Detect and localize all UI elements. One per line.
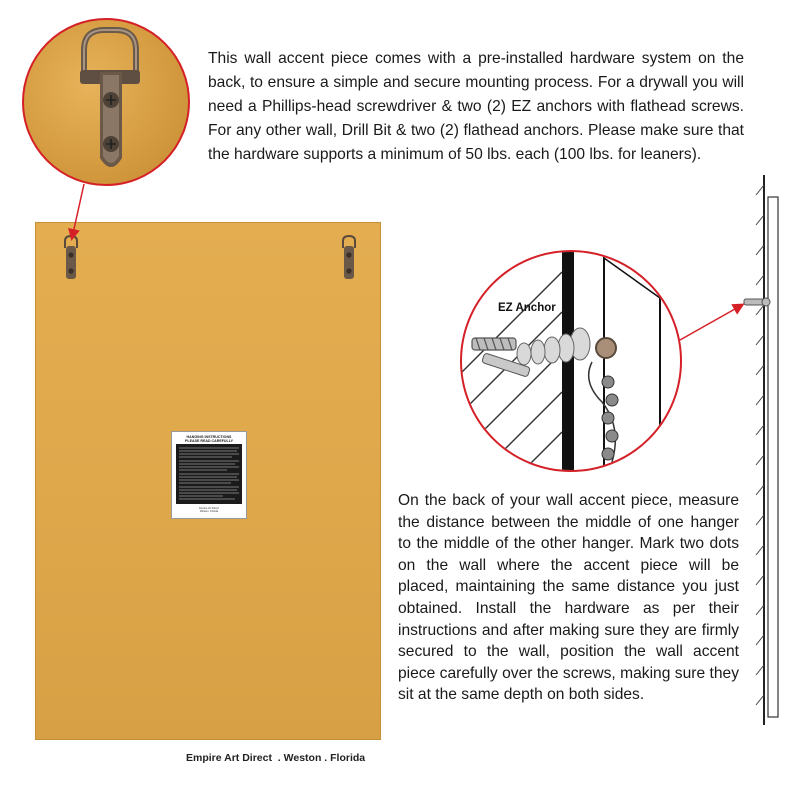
mounting-intro-text: This wall accent piece comes with a pre-installed hardware system on the back, to ensure a simple and secure mounting process. For a drywall you will need a Phillips-head screwdriver & two (2) EZ anchors with flathead screws. For any other wall, Drill Bit & two (2) flathead anchors. Please make sure that the hardware supports a minimum of 50 lbs. each (100 lbs. for leaners).	[208, 50, 744, 163]
mounting-steps-text: On the back of your wall accent piece, measure the distance between the middle of one hanger to the middle of the other hanger. Mark two dots on the wall where the accent piece will be placed, maintaining the same distance you just obtained. Install the hardware as per their instructions and after making sure they are firmly secured to the wall, position the wall accent piece carefully over the screws, making sure they sit at the same depth on both sides.	[398, 492, 739, 704]
ez-anchor-label: EZ Anchor	[498, 302, 556, 314]
label-heading-1: HANGING INSTRUCTIONS	[186, 435, 232, 439]
arrow-to-wall-screw	[680, 305, 742, 340]
arrow-to-left-hanger	[72, 184, 84, 238]
label-footer-location: Weston, Florida	[199, 510, 219, 513]
label-footer-company: Empire Art Direct	[199, 507, 219, 510]
label-heading-2: PLEASE READ CAREFULLY	[185, 439, 233, 443]
company-footer: Empire Art Direct . Weston . Florida	[186, 752, 366, 764]
